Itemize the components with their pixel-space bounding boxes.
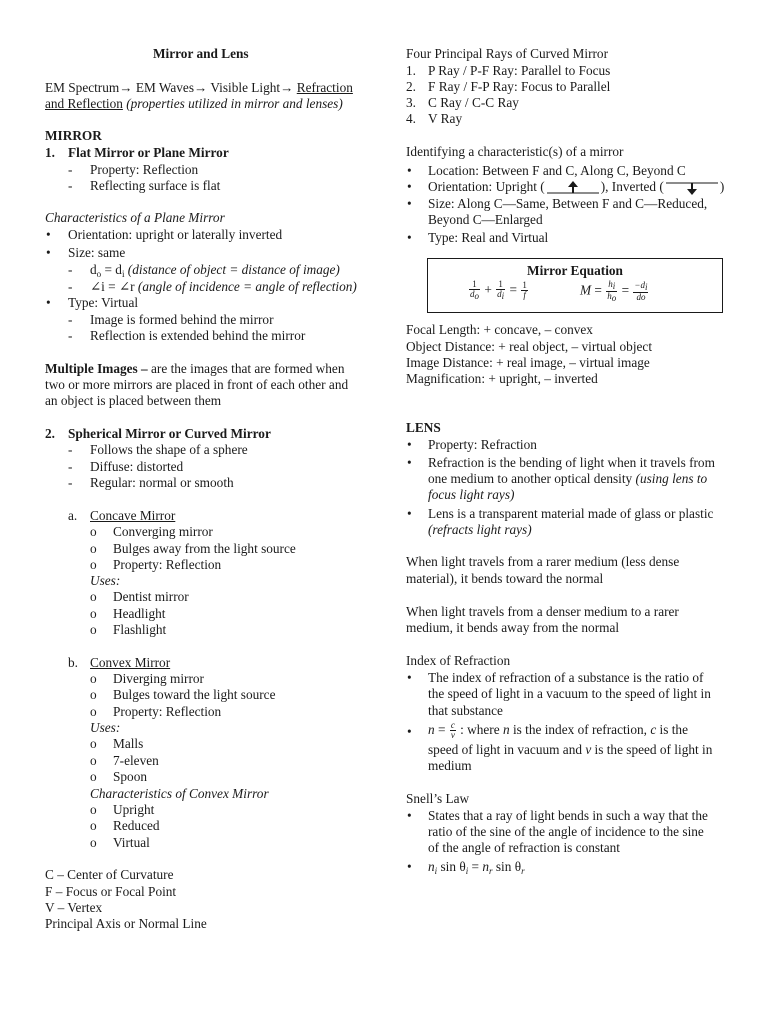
- orientation-text: ): [719, 179, 725, 194]
- list-item: Refraction is the bending of light when it travels from: [428, 455, 715, 470]
- list-item-continuation: that substance: [428, 703, 503, 718]
- em-spectrum-line-1: [45, 80, 353, 96]
- bullet-marker: •: [407, 808, 412, 823]
- orientation-item: [428, 179, 724, 195]
- eq-note: (angle of incidence = angle of reflection): [137, 279, 357, 294]
- list-item-continuation: [428, 742, 712, 758]
- list-item: Type: Virtual: [68, 295, 139, 310]
- dash-marker: -: [68, 178, 73, 193]
- convex-letter: b.: [68, 655, 78, 670]
- sign-convention: Object Distance: + real object, – virtual object: [406, 339, 653, 354]
- list-item: States that a ray of light bends in such a way that the: [428, 808, 708, 823]
- frac-den-sub: o: [474, 291, 479, 302]
- bullet-marker: •: [407, 163, 412, 178]
- frac-den: [469, 290, 480, 301]
- snell-sub: r: [521, 866, 525, 876]
- ior-text: is the: [656, 722, 688, 737]
- list-item: Diverging mirror: [113, 671, 204, 686]
- concave-letter: a.: [68, 508, 78, 523]
- list-item: Malls: [113, 736, 144, 751]
- concave-title: Concave Mirror: [90, 508, 176, 523]
- orientation-text: Orientation: Upright (: [428, 179, 545, 194]
- convex-characteristics-title: Characteristics of Convex Mirror: [90, 786, 269, 801]
- circle-marker: o: [90, 541, 97, 556]
- list-item: Type: Real and Virtual: [428, 230, 549, 245]
- bullet-marker: •: [407, 230, 412, 245]
- dash-marker: -: [68, 442, 73, 457]
- document-title: Mirror and Lens: [153, 46, 249, 61]
- bullet-marker: •: [407, 437, 412, 452]
- refraction-text: one medium to another optical density: [428, 471, 636, 486]
- circle-marker: o: [90, 753, 97, 768]
- list-item-continuation: [428, 471, 707, 487]
- dash-marker: -: [68, 328, 73, 343]
- multiple-images-text: are the images that are formed when: [147, 361, 345, 376]
- frac-num: 1: [522, 280, 527, 291]
- list-item: Size: Along C—Same, Between F and C—Reduced,: [428, 196, 708, 211]
- list-item: Regular: normal or smooth: [90, 475, 234, 490]
- list-item: Bulges toward the light source: [113, 687, 276, 702]
- frac-den: f: [523, 290, 526, 301]
- dash-marker: -: [68, 475, 73, 490]
- list-item: Orientation: upright or laterally inverted: [68, 227, 283, 242]
- ray-number: 4.: [406, 111, 416, 126]
- ior-n: n: [428, 722, 435, 737]
- ior-n: n: [502, 722, 510, 737]
- frac-den: v: [450, 730, 455, 741]
- frac-den: [496, 290, 505, 301]
- bullet-marker: •: [46, 295, 51, 310]
- frac-num-text: −d: [634, 280, 645, 290]
- circle-marker: o: [90, 557, 97, 572]
- dash-marker: -: [68, 459, 73, 474]
- eq-subscript: i: [121, 269, 125, 279]
- list-item: Property: Refraction: [428, 437, 537, 452]
- list-item: Upright: [113, 802, 155, 817]
- bullet-marker: •: [407, 179, 412, 194]
- list-item: Lens is a transparent material made of glass or plastic: [428, 506, 714, 521]
- frac-den-text: d: [497, 289, 502, 300]
- rarer-line-1: When light travels from a rarer medium (less dense: [406, 554, 680, 569]
- list-item: Location: Between F and C, Along C, Beyond C: [428, 163, 686, 178]
- inverted-arrow-icon: [664, 181, 720, 195]
- list-item-continuation: medium: [428, 758, 472, 773]
- angle-equation: [90, 279, 357, 295]
- bullet-marker: •: [407, 196, 412, 211]
- circle-marker: o: [90, 802, 97, 817]
- lens-heading: LENS: [406, 420, 441, 435]
- circle-marker: o: [90, 769, 97, 784]
- em-spectrum-line-2: [45, 96, 343, 112]
- ray-item: P Ray / P-F Ray: Parallel to Focus: [428, 63, 611, 78]
- multiple-images-line-3: an object is placed between them: [45, 393, 222, 408]
- list-item: Dentist mirror: [113, 589, 189, 604]
- section-2-number: 2.: [45, 426, 55, 441]
- frac-den-sub: o: [611, 293, 617, 303]
- circle-marker: o: [90, 589, 97, 604]
- ior-c: c: [650, 722, 657, 737]
- frac-hi-over-ho: [606, 280, 617, 303]
- definition-line: C – Center of Curvature: [45, 867, 174, 882]
- bullet-marker: •: [46, 227, 51, 242]
- snell-sub: i: [465, 866, 469, 876]
- orientation-text: ), Inverted (: [600, 179, 664, 194]
- ior-v: v: [585, 742, 592, 757]
- bullet-marker: •: [407, 455, 412, 470]
- snell-sub: i: [434, 866, 438, 876]
- frac-num-sub: i: [612, 281, 616, 291]
- list-item: Converging mirror: [113, 524, 213, 539]
- frac-1-over-f: [521, 281, 528, 300]
- denser-line-2: medium, it bends away from the normal: [406, 620, 620, 635]
- list-item: Image is formed behind the mirror: [90, 312, 274, 327]
- ray-item: F Ray / F-P Ray: Focus to Parallel: [428, 79, 611, 94]
- definition-line: F – Focus or Focal Point: [45, 884, 177, 899]
- dash-marker: -: [68, 312, 73, 327]
- em-spectrum-text: EM Spectrum→ EM Waves→ Visible Light→: [45, 80, 297, 95]
- bullet-marker: •: [407, 670, 412, 685]
- eq-note: (distance of object = distance of image): [127, 262, 340, 277]
- list-item: Spoon: [113, 769, 147, 784]
- frac-num: c: [450, 720, 455, 731]
- list-item-continuation: focus light rays): [428, 487, 515, 502]
- list-item-continuation: of the angle of refraction is constant: [428, 840, 620, 855]
- mirror-equation: $\frac{1}{do}$ + $\frac{1}{di}$ = $\frac{1}{f}$: [470, 279, 527, 302]
- convex-uses-label: Uses:: [90, 720, 121, 735]
- frac-den: do: [636, 292, 646, 302]
- magnification-equation: M = $\frac{hi}{ho}$ = $\frac{-di}{do}$: [580, 279, 648, 303]
- list-item: The index of refraction of a substance is the ratio of: [428, 670, 704, 685]
- snell-equals: =: [468, 859, 483, 874]
- list-item: Property: Reflection: [113, 557, 222, 572]
- frac-neg-di-over-do: [633, 281, 648, 302]
- ior-formula-line: n = $\frac{c}{v}$ : where n is the index of refraction, c is the: [428, 720, 688, 741]
- list-item: Reduced: [113, 818, 160, 833]
- eq-text: = d: [101, 262, 122, 277]
- frac-num-text: h: [608, 279, 613, 289]
- bullet-marker: •: [407, 506, 412, 521]
- frac-den-text: h: [607, 291, 612, 301]
- list-item: 7-eleven: [113, 753, 159, 768]
- snell-sub: r: [489, 866, 493, 876]
- ray-item: C Ray / C-C Ray: [428, 95, 519, 110]
- sign-convention: Image Distance: + real image, – virtual image: [406, 355, 650, 370]
- bullet-marker: •: [407, 859, 412, 874]
- frac-den-text: d: [470, 289, 475, 300]
- frac-num: 1: [496, 280, 505, 290]
- multiple-images-term: Multiple Images –: [45, 361, 148, 376]
- bullet-marker: •: [407, 724, 412, 739]
- list-item: Size: same: [68, 245, 126, 260]
- list-item: Reflecting surface is flat: [90, 178, 221, 193]
- bullet-marker: •: [46, 245, 51, 260]
- ior-text: speed of light in vacuum and: [428, 742, 586, 757]
- frac-c-over-v: [450, 721, 456, 740]
- principal-rays-title: Four Principal Rays of Curved Mirror: [406, 46, 609, 61]
- multiple-images-line-1: [45, 361, 344, 377]
- denser-line-1: When light travels from a denser medium to a rarer: [406, 604, 679, 619]
- mirror-heading: MIRROR: [45, 128, 102, 143]
- circle-marker: o: [90, 818, 97, 833]
- circle-marker: o: [90, 687, 97, 702]
- em-refraction-text: Refraction: [296, 80, 353, 95]
- list-item: Property: Reflection: [113, 704, 222, 719]
- ray-number: 3.: [406, 95, 416, 110]
- eq-text: ∠i = ∠r: [90, 279, 135, 294]
- list-item: Reflection is extended behind the mirror: [90, 328, 306, 343]
- plane-mirror-characteristics-title: Characteristics of a Plane Mirror: [45, 210, 225, 225]
- section-1-number: 1.: [45, 145, 55, 160]
- eq-m: M: [580, 282, 592, 298]
- definition-line: V – Vertex: [45, 900, 103, 915]
- circle-marker: o: [90, 622, 97, 637]
- sign-convention: Magnification: + upright, – inverted: [406, 371, 598, 386]
- circle-marker: o: [90, 835, 97, 850]
- circle-marker: o: [90, 671, 97, 686]
- list-item-continuation: the speed of light in a vacuum to the speed of light in: [428, 686, 711, 701]
- dash-marker: -: [68, 262, 73, 277]
- section-1-title: Flat Mirror or Plane Mirror: [68, 145, 229, 160]
- em-note: (properties utilized in mirror and lenses): [126, 96, 343, 111]
- sign-convention: Focal Length: + concave, – convex: [406, 322, 593, 337]
- dash-marker: -: [68, 279, 73, 294]
- list-item-continuation: ratio of the sine of the angle of incidence to the sine: [428, 824, 704, 839]
- snell-n: n: [428, 859, 435, 874]
- list-item: Bulges away from the light source: [113, 541, 296, 556]
- frac-1-over-di: [496, 280, 505, 301]
- list-item-continuation: (refracts light rays): [428, 522, 532, 537]
- frac-den: [606, 292, 617, 303]
- snells-law-formula: [428, 859, 525, 879]
- convex-title: Convex Mirror: [90, 655, 171, 670]
- ior-text: : where: [456, 722, 503, 737]
- ray-number: 1.: [406, 63, 416, 78]
- circle-marker: o: [90, 704, 97, 719]
- ior-text: is the index of refraction,: [509, 722, 651, 737]
- mirror-equation-title: Mirror Equation: [527, 263, 623, 278]
- list-item: Follows the shape of a sphere: [90, 442, 248, 457]
- list-item: Diffuse: distorted: [90, 459, 184, 474]
- list-item: Headlight: [113, 606, 166, 621]
- frac-num-sub: i: [644, 282, 648, 292]
- snell-n: n: [482, 859, 490, 874]
- list-item: Virtual: [113, 835, 150, 850]
- ray-number: 2.: [406, 79, 416, 94]
- dash-marker: -: [68, 162, 73, 177]
- ray-item: V Ray: [428, 111, 463, 126]
- list-item: Property: Reflection: [90, 162, 199, 177]
- frac-1-over-do: [469, 280, 480, 301]
- circle-marker: o: [90, 524, 97, 539]
- index-of-refraction-title: Index of Refraction: [406, 653, 511, 668]
- list-item: Flashlight: [113, 622, 167, 637]
- rarer-line-2: material), it bends toward the normal: [406, 571, 604, 586]
- frac-den-sub: i: [501, 291, 505, 302]
- circle-marker: o: [90, 736, 97, 751]
- identify-title: Identifying a characteristic(s) of a mirror: [406, 144, 624, 159]
- concave-uses-label: Uses:: [90, 573, 121, 588]
- section-2-title: Spherical Mirror or Curved Mirror: [68, 426, 271, 441]
- em-reflection-text: and Reflection: [45, 96, 123, 111]
- eq-text: d: [90, 262, 97, 277]
- upright-arrow-icon: [545, 181, 601, 195]
- circle-marker: o: [90, 606, 97, 621]
- snell-sin: sin θ: [492, 859, 522, 874]
- eq-subscript: o: [96, 269, 102, 279]
- snell-sin: sin θ: [437, 859, 466, 874]
- refraction-note: (using lens to: [635, 471, 708, 486]
- ior-text: is the speed of light in: [591, 742, 713, 757]
- list-item-continuation: Beyond C—Enlarged: [428, 212, 543, 227]
- multiple-images-line-2: two or more mirrors are placed in front of each other and: [45, 377, 349, 392]
- frac-num: 1: [469, 280, 480, 290]
- definition-line: Principal Axis or Normal Line: [45, 916, 207, 931]
- snells-law-title: Snell’s Law: [406, 791, 470, 806]
